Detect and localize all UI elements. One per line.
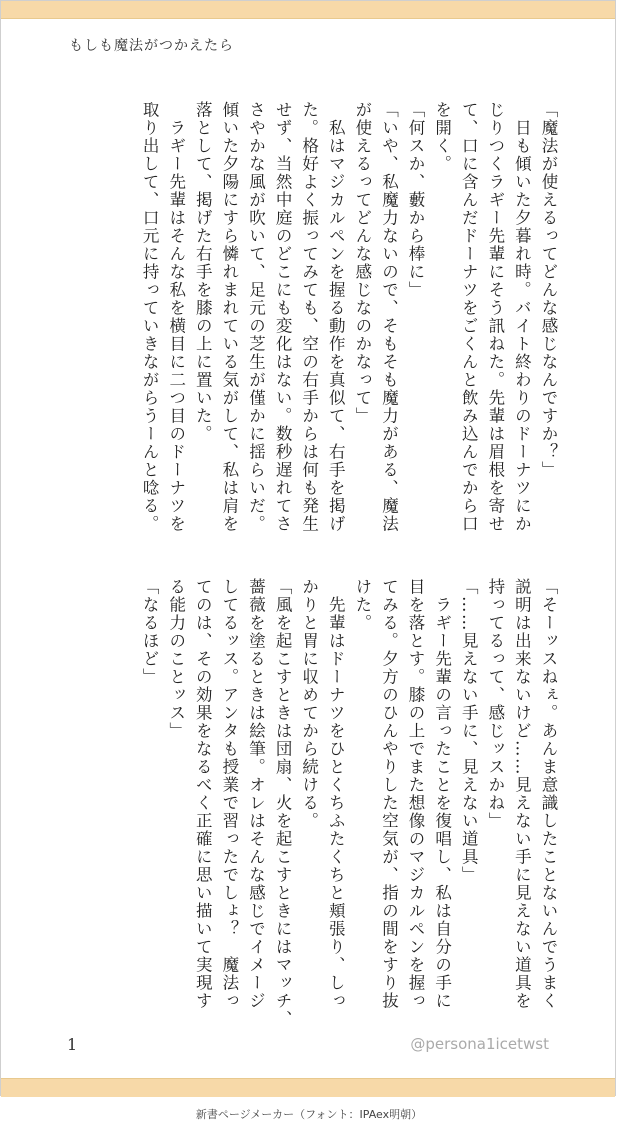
text-column: 「風を起こすときは団扇、火を起こすときにはマッチ、 xyxy=(273,578,293,1028)
text-column: 説明は出来ないけど……見えない手に見えない道具を xyxy=(512,578,532,1010)
text-column: が使えるってどんな感じなのかなって」 xyxy=(352,101,372,425)
author-handle: @persona1icetwst xyxy=(410,1035,549,1053)
text-column: 「そーッスねぇ。あんま意識したことないんでうまく xyxy=(539,578,558,1010)
text-column: 持ってるって、感じッスかね」 xyxy=(485,578,505,830)
text-column: 薔薇を塗るときは絵筆。オレはそんな感じでイメージ xyxy=(246,578,266,1010)
text-column: じりつくラギー先輩にそう訊ねた。先輩は眉根を寄せ xyxy=(485,101,505,533)
text-column: てみる。夕方のひんやりした空気が、指の間をすり抜 xyxy=(379,578,399,1010)
text-column: てのは、その効果をなるべく正確に思い描いて実現す xyxy=(193,578,213,1010)
generator-caption: 新書ページメーカー（フォント：IPAex明朝） xyxy=(195,1108,423,1121)
text-column: 「……見えない手に、見えない道具」 xyxy=(459,578,479,884)
text-column: た。格好よく振ってみても、空の右手からは何も発生 xyxy=(299,101,319,533)
text-column: 落として、掲げた右手を膝の上に置いた。 xyxy=(193,101,213,443)
text-column: て、口に含んだドーナツをごくんと飲み込んでから口 xyxy=(459,101,479,533)
text-column: 取り出して、口元に持っていきながらうーんと唸る。 xyxy=(140,101,160,533)
text-column: 私はマジカルペンを握る動作を真似て、右手を掲げ xyxy=(326,101,346,533)
bottom-band xyxy=(1,1078,615,1097)
text-column: 日も傾いた夕暮れ時。バイト終わりのドーナツにか xyxy=(512,101,532,533)
text-column: 「いや、私魔力ないので、そもそも魔力がある、魔法 xyxy=(379,101,399,533)
text-column: ラギー先輩の言ったことを復唱し、私は自分の手に xyxy=(432,578,452,1010)
page-number: 1 xyxy=(67,1035,78,1054)
text-column: けた。 xyxy=(352,578,372,632)
text-column: さやかな風が吹いて、足元の芝生が僅かに揺らいだ。 xyxy=(246,101,266,533)
top-band xyxy=(1,1,615,19)
text-column: ラギー先輩はそんな私を横目に二つ目のドーナツを xyxy=(166,101,186,533)
text-block-top xyxy=(61,101,561,533)
text-column: 先輩はドーナツをひとくちふたくちと頬張り、しっ xyxy=(326,578,346,1010)
text-column: を開く。 xyxy=(432,101,452,173)
text-column: る能力のことッス」 xyxy=(166,578,186,740)
text-column: 傾いた夕陽にすら憐れまれている気がして、私は肩を xyxy=(219,101,239,533)
text-column: せず、当然中庭のどこにも変化はない。数秒遅れてさ xyxy=(273,101,293,533)
text-column: かりと胃に収めてから続ける。 xyxy=(299,578,319,830)
text-column: してるッス。アンタも授業で習ったでしょ？ 魔法っ xyxy=(219,578,239,1010)
text-column: 「魔法が使えるってどんな感じなんですか？」 xyxy=(539,101,558,479)
text-column: 目を落とす。膝の上でまた想像のマジカルペンを握っ xyxy=(406,578,426,1010)
text-column: 「なるほど」 xyxy=(140,578,160,686)
text-column: 「何スか、藪から棒に」 xyxy=(406,101,426,299)
page-title: もしも魔法がつかえたら xyxy=(69,38,234,54)
text-block-bottom xyxy=(61,578,561,1028)
